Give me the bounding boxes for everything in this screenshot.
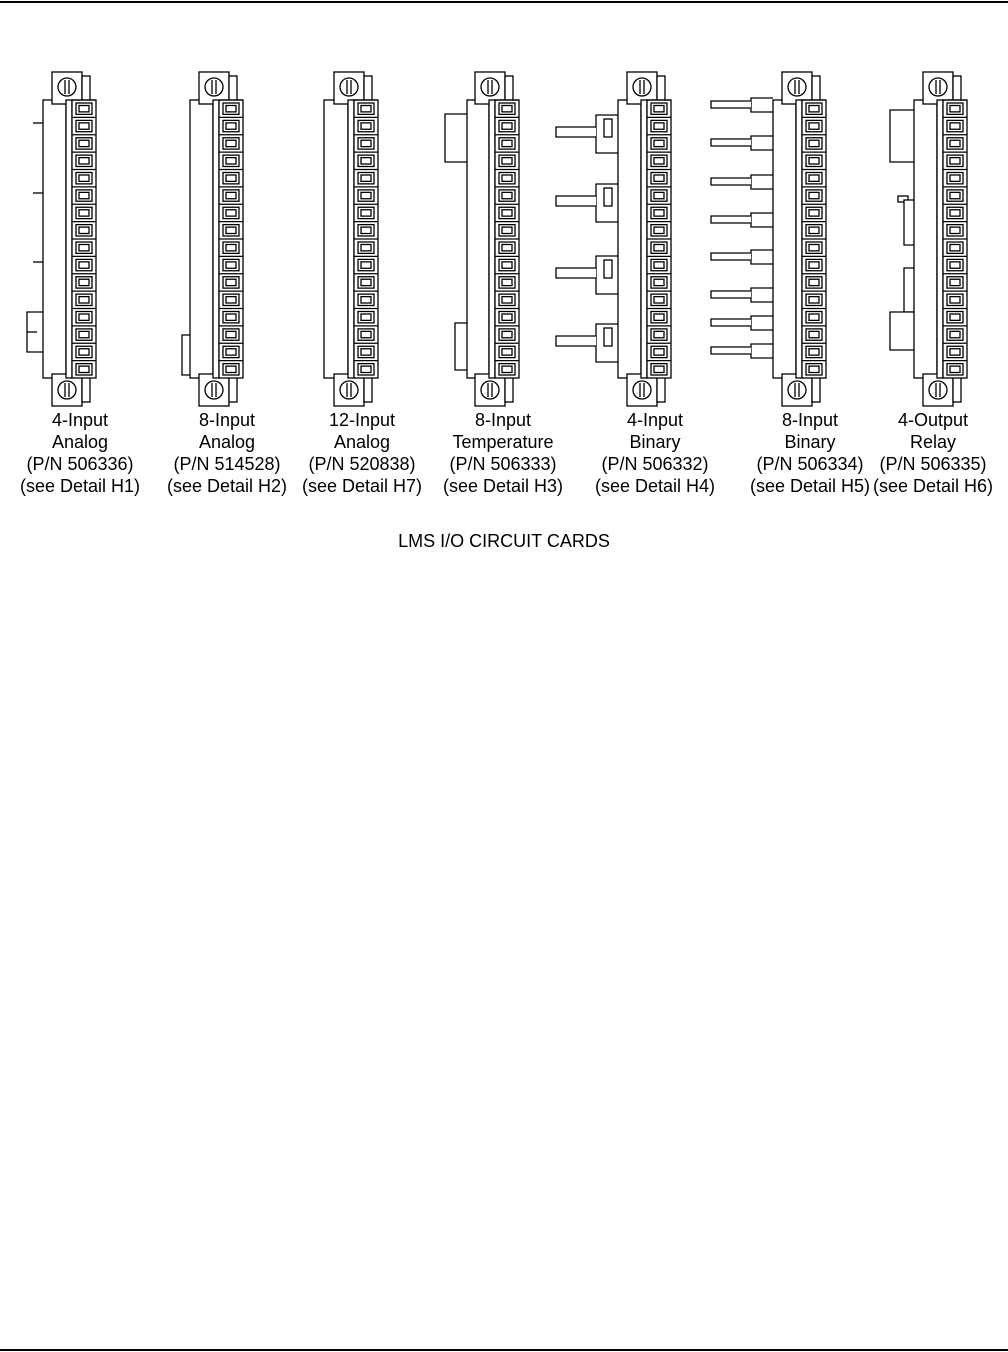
circuit-card-temp8 (445, 72, 519, 406)
card-label-line: (see Detail H1) (19, 476, 141, 496)
relay-lead (711, 291, 751, 298)
card-body (190, 100, 213, 378)
card-label-line: 8-Input (781, 410, 839, 430)
component (455, 323, 467, 370)
card-label-line: (see Detail H5) (749, 476, 871, 496)
relay-component (890, 312, 914, 350)
relay-lead (711, 178, 751, 185)
card-label-line: (P/N 506334) (756, 454, 864, 474)
card-label-line: (P/N 506336) (26, 454, 134, 474)
bottom-rule (0, 1349, 1008, 1351)
relay-lead (711, 253, 751, 260)
relay-component (751, 98, 773, 112)
mounting-screw (340, 381, 358, 399)
component (182, 335, 190, 375)
card-body (773, 100, 796, 378)
mounting-screw (633, 78, 651, 96)
relay-lead (711, 101, 751, 108)
card-label-temp8 (428, 409, 578, 497)
card-label-line: Analog (51, 432, 109, 452)
mounting-screw (788, 381, 806, 399)
card-label-line: Temperature (452, 432, 554, 452)
mounting-screw (929, 78, 947, 96)
mounting-screw (481, 381, 499, 399)
card-label-line: Binary (629, 432, 681, 452)
card-label-line: (P/N 506332) (601, 454, 709, 474)
relay-component (751, 213, 773, 227)
relay-lead (556, 268, 596, 278)
mounting-screw (205, 381, 223, 399)
mounting-screw (481, 78, 499, 96)
card-label-line: 4-Input (51, 410, 109, 430)
card-label-analog12 (287, 409, 437, 497)
card-label-line: (see Detail H4) (594, 476, 716, 496)
card-label-line: Binary (784, 432, 836, 452)
relay-lead (711, 139, 751, 146)
card-label-relay4 (858, 409, 1008, 497)
card-label-line: Analog (333, 432, 391, 452)
card-label-analog8 (152, 409, 302, 497)
mounting-screw (205, 78, 223, 96)
card-label-line: Relay (909, 432, 957, 452)
relay-lead (711, 216, 751, 223)
card-label-line: (see Detail H2) (166, 476, 288, 496)
card-body (914, 100, 937, 378)
card-label-line: (see Detail H7) (301, 476, 423, 496)
card-label-line: 4-Input (626, 410, 684, 430)
circuit-card-binary8 (711, 72, 826, 406)
card-label-line: 12-Input (328, 410, 396, 430)
card-body (324, 100, 348, 378)
relay-component (751, 316, 773, 330)
circuit-card-analog4 (27, 72, 96, 406)
card-label-line: (P/N 520838) (308, 454, 416, 474)
circuit-card-analog8 (182, 72, 243, 406)
relay-component (751, 175, 773, 189)
mounting-screw (340, 78, 358, 96)
card-label-line: (P/N 506333) (449, 454, 557, 474)
card-label-line: 8-Input (198, 410, 256, 430)
card-label-line: (see Detail H3) (442, 476, 564, 496)
relay-component (751, 344, 773, 358)
component (445, 114, 467, 162)
circuit-card-analog12 (324, 72, 378, 406)
mounting-screw (633, 381, 651, 399)
mounting-screw (929, 381, 947, 399)
mounting-screw (58, 381, 76, 399)
relay-lead (556, 196, 596, 206)
relay-component (751, 250, 773, 264)
card-label-line: 4-Output (897, 410, 969, 430)
relay-lead (711, 347, 751, 354)
relay-lead (711, 319, 751, 326)
figure-caption: LMS I/O CIRCUIT CARDS (398, 531, 610, 551)
card-label-line: (P/N 506335) (879, 454, 987, 474)
card-label-line: 8-Input (474, 410, 532, 430)
card-body (43, 100, 66, 378)
card-label-analog4 (5, 409, 155, 497)
circuit-card-relay4 (890, 72, 967, 406)
circuit-cards-diagram (0, 0, 1008, 410)
card-body (618, 100, 641, 378)
relay-component (751, 136, 773, 150)
card-label-line: (P/N 514528) (173, 454, 281, 474)
relay-component (751, 288, 773, 302)
card-label-binary4 (580, 409, 730, 497)
circuit-card-binary4 (556, 72, 671, 406)
card-label-line: (see Detail H6) (872, 476, 994, 496)
mounting-screw (788, 78, 806, 96)
mounting-screw (58, 78, 76, 96)
relay-lead (556, 336, 596, 346)
card-label-line: Analog (198, 432, 256, 452)
relay-lead (556, 127, 596, 137)
card-body (467, 100, 489, 378)
relay-component (890, 110, 914, 162)
